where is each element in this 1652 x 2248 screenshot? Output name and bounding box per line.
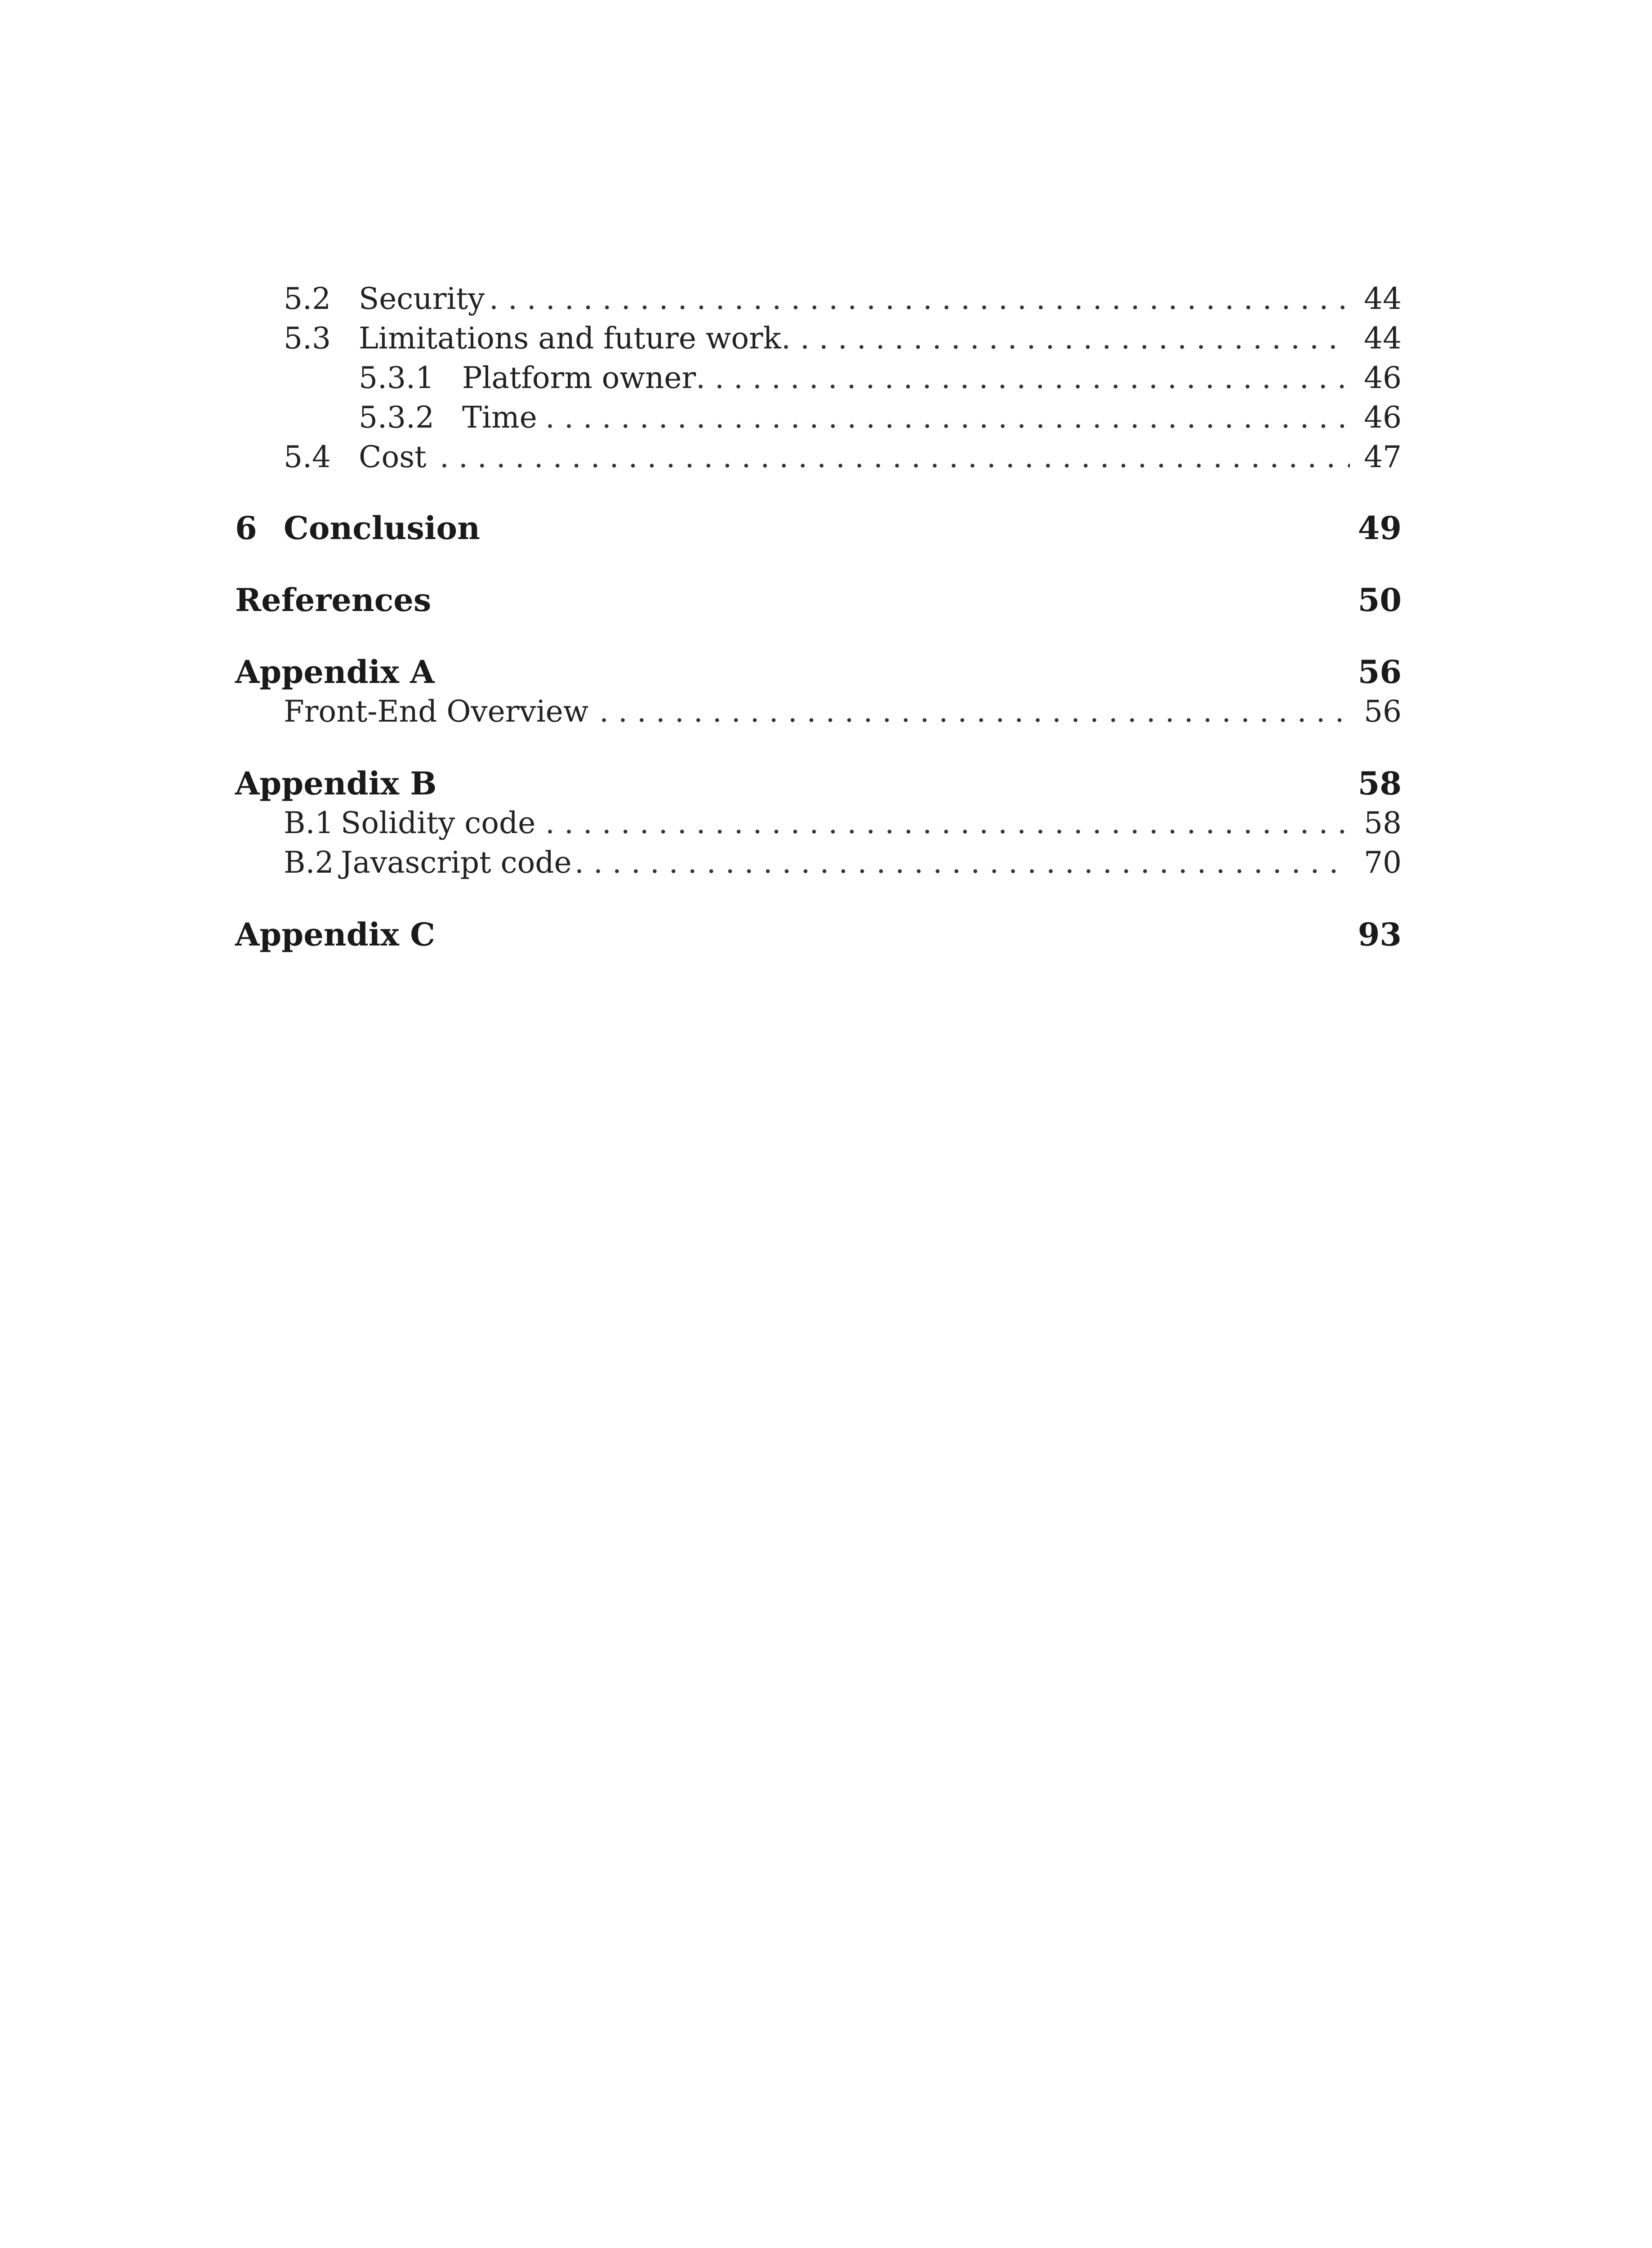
toc-entry-title: Cost [359, 440, 427, 474]
toc-entry-title: Appendix A [235, 653, 435, 691]
toc-entry-title: Platform owner [462, 361, 696, 395]
toc-entry-references [235, 580, 1402, 620]
dot-leader [599, 691, 1350, 732]
toc-entry-page: 44 [1364, 321, 1402, 356]
dot-leader [696, 358, 1350, 398]
toc-entry-5-3-2 [235, 397, 1402, 438]
dot-leader [440, 437, 1350, 477]
toc-entry-number: B.1 [284, 806, 334, 840]
toc-entry-page: 47 [1364, 440, 1402, 474]
toc-entry-b-1 [235, 803, 1402, 843]
toc-entry-title: Javascript code [341, 845, 572, 880]
toc-entry-5-2 [235, 279, 1402, 319]
toc-entry-appendix-b [235, 763, 1402, 804]
toc-entry-page: 93 [1358, 916, 1402, 953]
toc-entry-title: Front-End Overview [284, 694, 589, 729]
dot-leader [781, 318, 1350, 359]
toc-entry-title: Conclusion [284, 509, 480, 547]
dot-leader [574, 843, 1350, 883]
toc-entry-number: 6 [235, 509, 257, 547]
toc-entry-title: Appendix C [235, 916, 435, 953]
toc-entry-5-3-1 [235, 358, 1402, 398]
toc-entry-chapter-6 [235, 508, 1402, 549]
toc-entry-title: References [235, 581, 432, 619]
dot-leader [545, 397, 1350, 438]
toc-entry-title: Time [462, 400, 537, 435]
toc-entry-page: 46 [1364, 361, 1402, 395]
toc-entry-title: Appendix B [235, 765, 437, 802]
toc-entry-appendix-a [235, 652, 1402, 692]
toc-entry-page: 70 [1364, 845, 1402, 880]
toc-entry-number: 5.4 [284, 440, 331, 474]
dot-leader [489, 279, 1350, 319]
toc-entry-number: 5.2 [284, 281, 331, 316]
toc-entry-b-2 [235, 843, 1402, 883]
toc-entry-5-3 [235, 318, 1402, 359]
toc-entry-page: 56 [1364, 694, 1402, 729]
toc-entry-appendix-c [235, 914, 1402, 955]
toc-entry-5-4 [235, 437, 1402, 477]
toc-entry-title: Security [359, 281, 485, 316]
toc-entry-page: 50 [1358, 581, 1402, 619]
toc-entry-page: 46 [1364, 400, 1402, 435]
toc-entry-page: 44 [1364, 281, 1402, 316]
toc-entry-title: Limitations and future work [359, 321, 781, 356]
toc-entry-page: 49 [1358, 509, 1402, 547]
toc-entry-page: 58 [1364, 806, 1402, 840]
toc-entry-title: Solidity code [341, 806, 536, 840]
toc-entry-number: B.2 [284, 845, 334, 880]
toc-entry-number: 5.3 [284, 321, 331, 356]
toc-entry-page: 56 [1358, 653, 1402, 691]
dot-leader [545, 803, 1350, 843]
toc-entry-front-end-overview [235, 691, 1402, 732]
toc-entry-number: 5.3.2 [359, 400, 434, 435]
toc-entry-page: 58 [1358, 765, 1402, 802]
toc-entry-number: 5.3.1 [359, 361, 434, 395]
